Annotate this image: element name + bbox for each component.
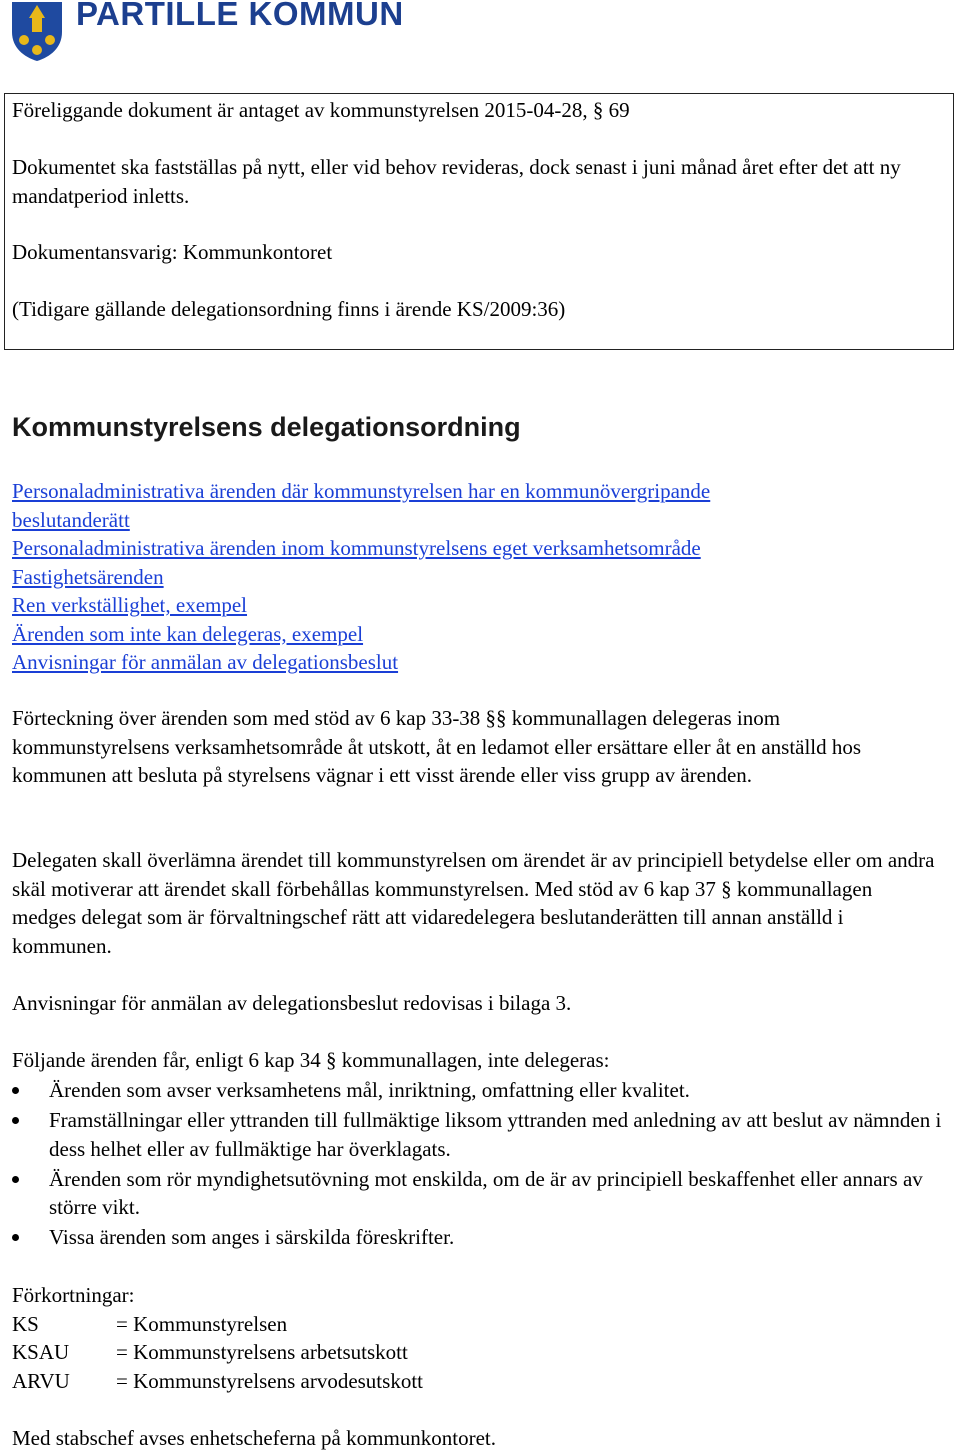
list-item: Framställningar eller yttranden till fullmäktige liksom yttranden med anledning av att beslut av nämnden i dess helhet eller av fullmäktige har överklagats. [12, 1106, 942, 1163]
brand-name: PARTILLE KOMMUN [76, 0, 404, 32]
bullet-icon [12, 1087, 19, 1094]
bullet-icon [12, 1176, 19, 1183]
toc-link[interactable]: Fastighetsärenden [12, 564, 164, 589]
list-item: Vissa ärenden som anges i särskilda föreskrifter. [12, 1223, 942, 1252]
adoption-note: Föreliggande dokument är antaget av kommunstyrelsen 2015-04-28, § 69 [12, 98, 630, 122]
document-info-box [4, 93, 954, 350]
footer-note: Med stabschef avses enhetscheferna på kommunkontoret. [12, 1426, 497, 1450]
abbreviations [12, 1281, 423, 1395]
revision-note: Dokumentet ska fastställas på nytt, eller vid behov revideras, dock senast i juni månad året efter det att ny mandatperiod inletts. [12, 155, 901, 208]
abbreviation-row [12, 1338, 423, 1367]
abbreviation-code: KS [12, 1311, 39, 1336]
toc-link[interactable]: Personaladministrativa ärenden inom kommunstyrelsens eget verksamhetsområde [12, 536, 701, 560]
header [10, 0, 404, 64]
toc-link[interactable]: beslutanderätt [12, 507, 130, 532]
toc-link[interactable]: Personaladministrativa ärenden där kommunstyrelsen har en kommunövergripande [12, 479, 711, 503]
delegation-paragraph: Delegaten skall överlämna ärendet till kommunstyrelsen om ärendet är av principiell betydelse eller om andra skäl motiverar att ärendet skall förbehållas kommunstyrelsen. Med stöd av 6 kap 37 § kommunallagen medges delegat som är förvaltningschef rätt att vidaredelegera beslutanderätten till annan anställd i kommunen. [12, 848, 935, 958]
bullet-icon [12, 1117, 19, 1124]
toc-link[interactable]: Anvisningar för anmälan av delegationsbeslut [12, 650, 399, 674]
toc-link[interactable]: Ärenden som inte kan delegeras, exempel [12, 621, 364, 646]
abbreviation-row [12, 1367, 423, 1396]
responsible-note: Dokumentansvarig: Kommunkontoret [12, 240, 333, 264]
crest-logo-icon [10, 0, 64, 62]
toc-link[interactable]: Ren verkställighet, exempel [12, 593, 248, 617]
abbreviation-code: KSAU [12, 1340, 70, 1364]
abbreviation-meaning: = Kommunstyrelsens arvodesutskott [116, 1368, 423, 1393]
table-of-contents [12, 477, 710, 677]
abbreviation-meaning: = Kommunstyrelsen [116, 1311, 288, 1336]
abbreviation-meaning: = Kommunstyrelsens arbetsutskott [116, 1340, 408, 1364]
abbreviation-row [12, 1310, 423, 1339]
instructions-paragraph: Anvisningar för anmälan av delegationsbeslut redovisas i bilaga 3. [12, 991, 572, 1015]
bullet-icon [12, 1234, 19, 1241]
page-title: Kommunstyrelsens delegationsordning [12, 412, 521, 442]
intro-paragraph: Förteckning över ärenden som med stöd av 6 kap 33-38 §§ kommunallagen delegeras inom kommunstyrelsens verksamhetsområde åt utskott, åt en ledamot eller ersättare eller åt en anställd hos kommunen att besluta på styrelsens vägnar i ett visst ärende eller viss grupp av ärenden. [12, 706, 862, 787]
previous-note: (Tidigare gällande delegationsordning finns i ärende KS/2009:36) [12, 297, 566, 321]
abbreviation-code: ARVU [12, 1368, 70, 1393]
list-item: Ärenden som rör myndighetsutövning mot enskilda, om de är av principiell beskaffenhet eller annars av större vikt. [12, 1165, 942, 1222]
list-item: Ärenden som avser verksamhetens mål, inriktning, omfattning eller kvalitet. [12, 1076, 942, 1105]
abbreviations-heading: Förkortningar: [12, 1283, 135, 1307]
exceptions-intro: Följande ärenden får, enligt 6 kap 34 § kommunallagen, inte delegeras: [12, 1048, 610, 1072]
exceptions-list [12, 1076, 942, 1253]
